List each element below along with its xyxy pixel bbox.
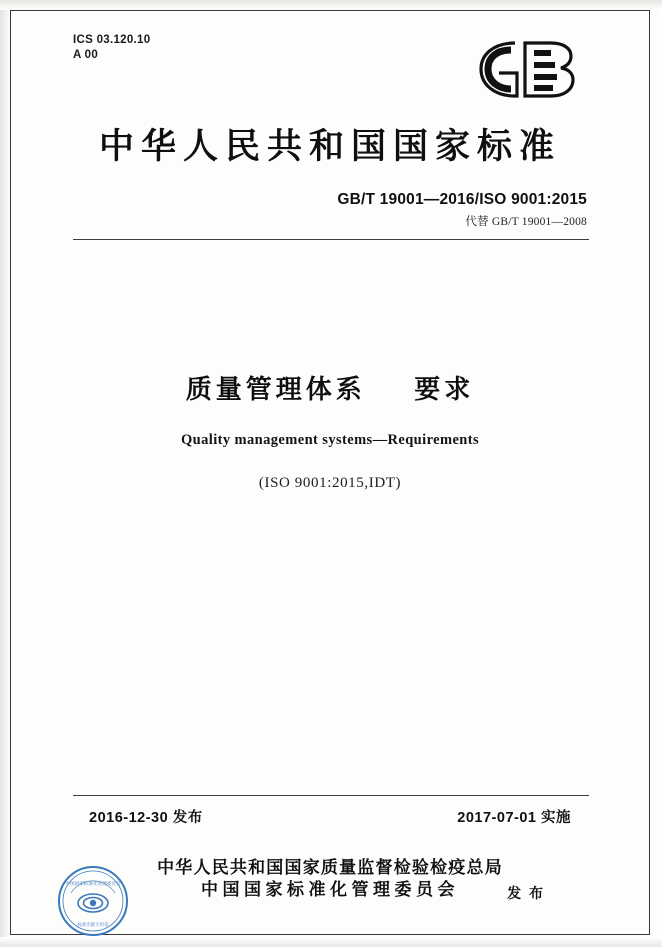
classification-code: A 00 [73, 49, 99, 61]
idt-equivalence-note: (ISO 9001:2015,IDT) [258, 475, 402, 491]
replaces-note: 代替 GB/T 19001—2008 [465, 216, 587, 228]
publisher-line-2: 中国国家标准化管理委员会 [201, 880, 459, 899]
cover-border-frame [10, 10, 650, 935]
svg-text:中国国家标准化管理委员会: 中国国家标准化管理委员会 [65, 881, 121, 886]
gb-logo [459, 33, 589, 105]
page-title-part1: 质量管理体系 [185, 374, 366, 404]
ics-code: ICS 03.120.10 [73, 34, 151, 46]
page-title-english: Quality management systems—Requirements [180, 432, 480, 448]
issue-date: 2016-12-30 发布 [89, 810, 203, 826]
official-seal-stamp [55, 863, 131, 939]
page-title [11, 369, 649, 406]
publisher-line-1: 中华人民共和国国家质量监督检验检疫总局 [157, 858, 503, 877]
divider-top [73, 239, 589, 240]
implementation-date: 2017-07-01 实施 [457, 810, 571, 826]
ics-classification-block [73, 33, 150, 63]
standard-number: GB/T 19001—2016/ISO 9001:2015 [337, 191, 587, 208]
page-title-part2: 要求 [414, 374, 475, 404]
scan-edge-shadow-top [0, 0, 662, 10]
svg-text:标准出版专用章: 标准出版专用章 [77, 922, 109, 927]
national-standard-header: 中华人民共和国国家标准 [98, 127, 561, 166]
divider-bottom [73, 795, 589, 796]
publish-word: 发 布 [507, 885, 545, 901]
